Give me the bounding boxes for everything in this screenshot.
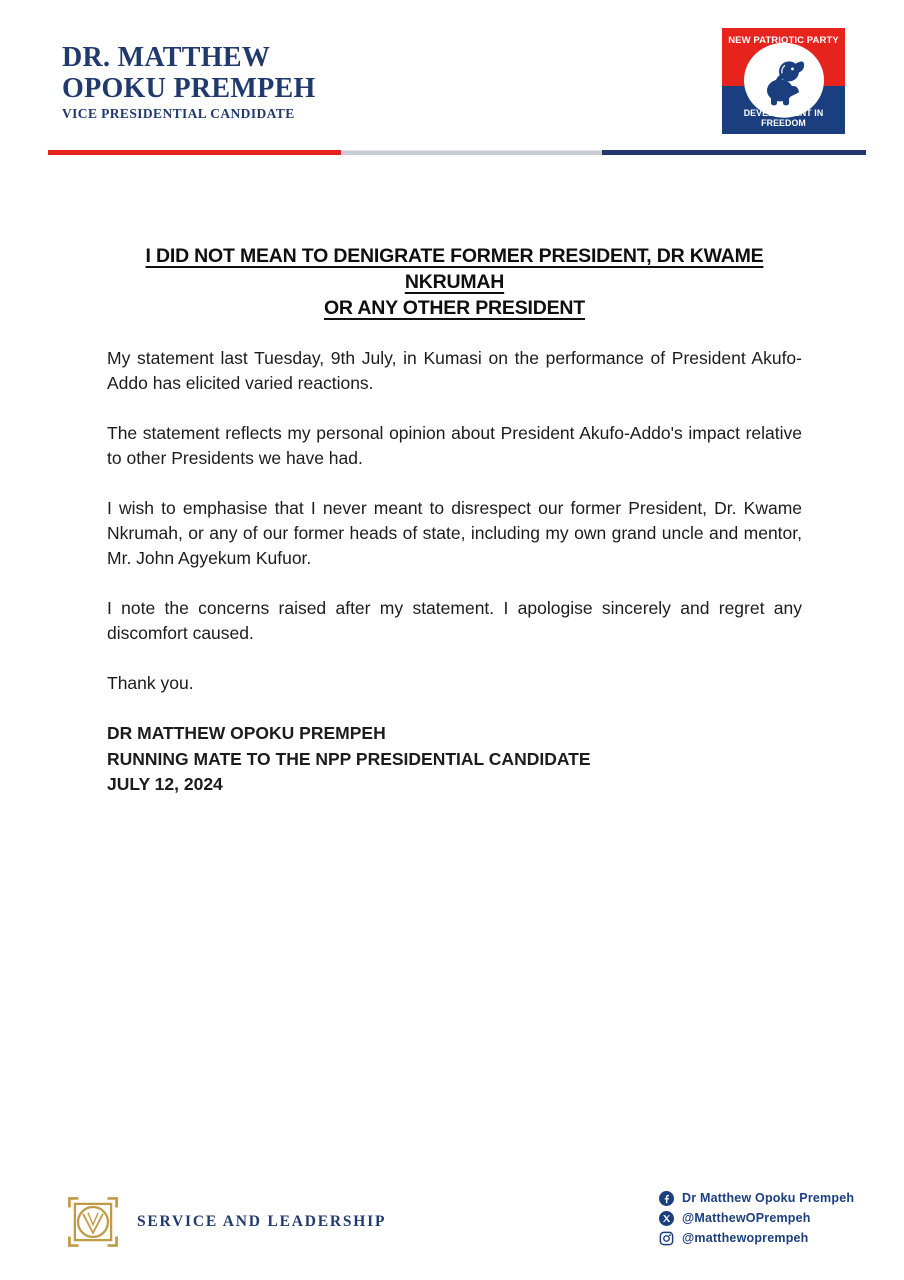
divider-red-segment [48, 150, 341, 155]
facebook-handle: Dr Matthew Opoku Prempeh [682, 1191, 855, 1205]
social-row-x [659, 1210, 854, 1226]
paragraph-4: I note the concerns raised after my statement. I apologise sincerely and regret any discomfort caused. [107, 598, 802, 643]
signature-role: RUNNING MATE TO THE NPP PRESIDENTIAL CANDIDATE [107, 748, 591, 769]
signature-block [107, 721, 802, 798]
signature-name: DR MATTHEW OPOKU PREMPEH [107, 723, 386, 743]
signature-date: JULY 12, 2024 [107, 774, 223, 794]
service-leadership-crest-icon [64, 1193, 122, 1251]
candidate-name-line1: DR. MATTHEW [62, 42, 271, 73]
npp-logo-top-text: NEW PATRIOTIC PARTY [728, 35, 839, 46]
elephant-icon [754, 50, 814, 110]
x-handle: @MatthewOPrempeh [682, 1211, 811, 1225]
divider-silver-segment [341, 150, 602, 155]
instagram-icon [659, 1231, 674, 1246]
closing-line: Thank you. [107, 673, 194, 693]
instagram-handle: @matthewoprempeh [682, 1231, 809, 1245]
paragraph-3: I wish to emphasise that I never meant to disrespect our former President, Dr. Kwame Nkrumah, or any of our former heads of state, including my own grand uncle and mentor, Mr. John Agyekum Kufuor. [107, 498, 802, 568]
statement-title [107, 243, 802, 321]
social-row-facebook [659, 1190, 854, 1206]
x-icon [659, 1211, 674, 1226]
footer-motto-block [64, 1193, 386, 1251]
npp-logo-bottom-text: DEVELOPMENT IN FREEDOM [743, 108, 824, 128]
social-row-instagram [659, 1230, 854, 1246]
candidate-name-line2: OPOKU PREMPEH [62, 73, 316, 104]
facebook-icon [659, 1191, 674, 1206]
candidate-name [62, 42, 316, 104]
statement-body [107, 243, 802, 798]
paragraph-2: The statement reflects my personal opinion about President Akufo-Addo's impact relative to other Presidents we have had. [107, 423, 802, 468]
statement-title-line2: OR ANY OTHER PRESIDENT [323, 297, 586, 319]
footer-motto: SERVICE AND LEADERSHIP [137, 1213, 387, 1230]
paragraph-1: My statement last Tuesday, 9th July, in Kumasi on the performance of President Akufo-Addo has elicited varied reactions. [107, 348, 802, 393]
tricolor-divider [48, 150, 866, 155]
npp-party-logo [722, 28, 845, 134]
candidate-title: VICE PRESIDENTIAL CANDIDATE [62, 106, 295, 121]
divider-navy-segment [602, 150, 866, 155]
social-links [659, 1190, 854, 1246]
statement-title-line1: I DID NOT MEAN TO DENIGRATE FORMER PRESIDENT, DR KWAME NKRUMAH [145, 245, 764, 293]
